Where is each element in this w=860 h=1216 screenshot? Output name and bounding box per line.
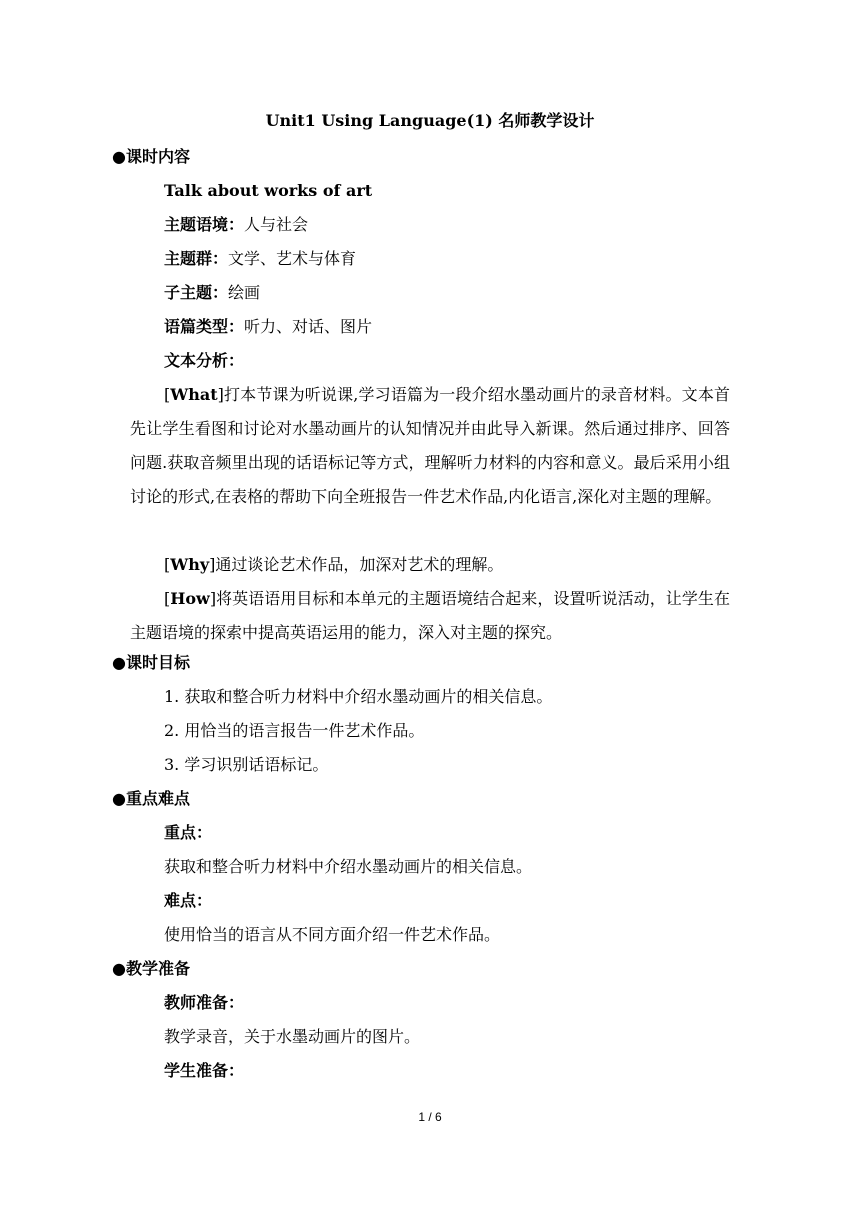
- text-type-label: 语篇类型：: [164, 317, 245, 336]
- document-title: Unit1 Using Language(1) 名师教学设计: [265, 111, 595, 130]
- section-heading-objectives: ●课时目标: [112, 653, 190, 672]
- text-type-value: 听力、对话、图片: [244, 317, 373, 336]
- why-text: 通过谈论艺术作品，加深对艺术的理解。: [215, 555, 504, 574]
- how-paragraph: [How]将英语语用目标和本单元的主题语境结合起来，设置听说活动，让学生在主题语境的探索中提高英语运用的能力，深入对主题的探究。: [130, 589, 730, 642]
- topic-english: Talk about works of art: [164, 181, 373, 200]
- section-heading-preparation: ●教学准备: [112, 959, 190, 978]
- sub-theme-value: 绘画: [228, 283, 261, 302]
- teacher-prep-label: 教师准备：: [164, 993, 245, 1012]
- sub-theme-label: 子主题：: [164, 283, 229, 302]
- key-point-label: 重点：: [164, 823, 213, 842]
- why-paragraph: [Why]通过谈论艺术作品，加深对艺术的理解。: [164, 555, 504, 574]
- difficult-point-label: 难点：: [164, 891, 213, 910]
- objective-item: 2. 用恰当的语言报告一件艺术作品。: [164, 721, 425, 740]
- analysis-label: 文本分析：: [164, 351, 245, 370]
- what-tag: What: [170, 385, 218, 404]
- group-label: 主题群：: [164, 249, 229, 268]
- context-row: [164, 215, 308, 235]
- how-tag: How: [170, 589, 210, 608]
- difficult-point-text: 使用恰当的语言从不同方面介绍一件艺术作品。: [164, 925, 501, 944]
- student-prep-label: 学生准备：: [164, 1061, 245, 1080]
- section-heading-content: ●课时内容: [112, 147, 190, 166]
- teacher-prep-text: 教学录音，关于水墨动画片的图片。: [164, 1027, 421, 1046]
- context-value: 人与社会: [244, 215, 309, 234]
- text-type-row: [164, 317, 372, 337]
- group-row: [164, 249, 356, 269]
- objective-item: 1. 获取和整合听力材料中介绍水墨动画片的相关信息。: [164, 687, 553, 706]
- why-tag: Why: [170, 555, 210, 574]
- sub-theme-row: [164, 283, 260, 303]
- key-point-text: 获取和整合听力材料中介绍水墨动画片的相关信息。: [164, 857, 533, 876]
- context-label: 主题语境：: [164, 215, 245, 234]
- what-text: 打本节课为听说课,学习语篇为一段介绍水墨动画片的录音材料。文本首先让学生看图和讨论对水墨动画片的认知情况并由此导入新课。然后通过排序、回答问题.获取音频里出现的话语标记等方式，理解听力材料的内容和意义。最后采用小组讨论的形式,在表格的帮助下向全班报告一件艺术作品,内化语言,深化对主题的理解。: [130, 385, 730, 506]
- group-value: 文学、艺术与体育: [228, 249, 357, 268]
- objective-item: 3. 学习识别话语标记。: [164, 755, 329, 774]
- page-number: 1 / 6: [418, 1110, 442, 1124]
- section-heading-key-points: ●重点难点: [112, 789, 190, 808]
- how-text: 将英语语用目标和本单元的主题语境结合起来，设置听说活动，让学生在主题语境的探索中提高英语运用的能力，深入对主题的探究。: [130, 589, 730, 642]
- what-paragraph: [What]打本节课为听说课,学习语篇为一段介绍水墨动画片的录音材料。文本首先让学生看图和讨论对水墨动画片的认知情况并由此导入新课。然后通过排序、回答问题.获取音频里出现的话语标记等方式，理解听力材料的内容和意义。最后采用小组讨论的形式,在表格的帮助下向全班报告一件艺术作品,内化语言,深化对主题的理解。: [130, 385, 730, 506]
